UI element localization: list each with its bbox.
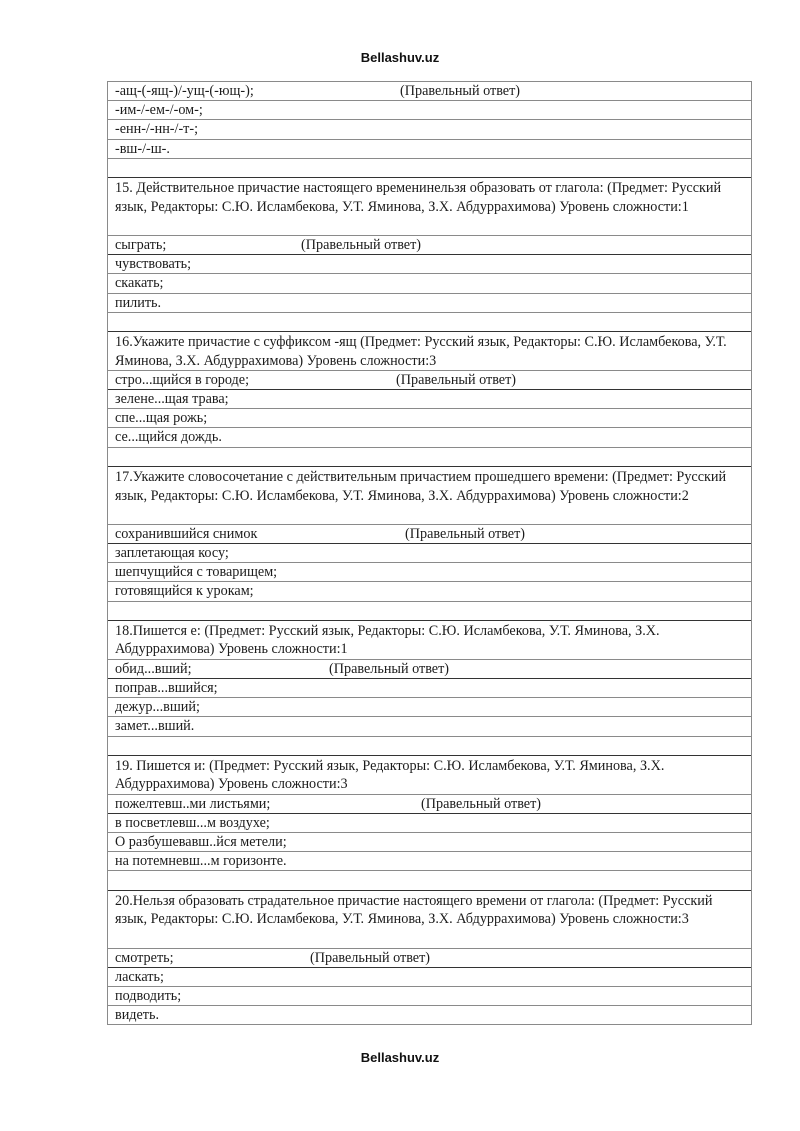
option-text: -ащ-(-ящ-)/-ущ-(-ющ-); (115, 83, 254, 99)
option-text: спе...щая рожь; (115, 410, 208, 427)
spacer-row (108, 159, 751, 178)
option-text: -енн-/-нн-/-т-; (115, 121, 199, 138)
correct-answer-label: (Правельный ответ) (400, 83, 521, 99)
question-text: 19. Пишется и: (Предмет: Русский язык, Редакторы: С.Ю. Исламбекова, У.Т. Яминова, З.Х. Абдуррахимова) Уровень сложности:3 (108, 756, 751, 795)
question-text: 15. Действительное причастие настоящего временинельзя образовать от глагола: (Предмет: Русский язык, Редакторы: С.Ю. Исламбекова, У.Т. Яминова, З.Х. Абдуррахимова) Уровень сложности:1 (108, 178, 751, 236)
option-text: обид...вший; (115, 660, 192, 677)
option-row (108, 82, 751, 101)
option-row (108, 987, 751, 1006)
option-text: на потемневш...м горизонте. (115, 853, 287, 870)
option-row (108, 698, 751, 717)
option-row (108, 852, 751, 871)
option-text: пилить. (115, 294, 162, 311)
option-text: пожелтевш..ми листьями; (115, 795, 271, 812)
option-text: в посветлевш...м воздухе; (115, 814, 270, 831)
option-row (108, 660, 751, 679)
option-text: -им-/-ем-/-ом-; (115, 102, 203, 119)
option-text: подводить; (115, 988, 182, 1004)
option-row (108, 371, 751, 390)
correct-answer-label: (Правельный ответ) (310, 949, 431, 966)
option-row (108, 390, 751, 409)
option-row (108, 795, 751, 814)
option-row (108, 101, 751, 120)
option-text: се...щийся дождь. (115, 429, 222, 446)
option-text: -вш-/-ш-. (115, 140, 170, 157)
spacer-row (108, 871, 751, 890)
option-row (108, 294, 751, 313)
footer-site-name: Bellashuv.uz (360, 1050, 440, 1065)
option-row (108, 120, 751, 139)
option-text: зелене...щая трава; (115, 391, 229, 408)
option-row (108, 525, 751, 544)
option-text: сохранившийся снимок (115, 525, 258, 542)
option-text: О разбушевавш..йся метели; (115, 834, 287, 851)
header-site-name: Bellashuv.uz (360, 50, 440, 65)
option-row (108, 428, 751, 447)
option-row (108, 679, 751, 698)
option-text: скакать; (115, 275, 164, 292)
question-text: 18.Пишется е: (Предмет: Русский язык, Редакторы: С.Ю. Исламбекова, У.Т. Яминова, З.Х. Абдуррахимова) Уровень сложности:1 (108, 621, 751, 660)
option-row (108, 544, 751, 563)
option-text: поправ...вшийся; (115, 679, 218, 696)
option-row (108, 717, 751, 736)
spacer-row (108, 602, 751, 621)
option-row (108, 833, 751, 852)
option-text: сыграть; (115, 236, 167, 253)
option-row (108, 949, 751, 968)
option-text: заплетающая косу; (115, 545, 229, 561)
option-text: стро...щийся в городе; (115, 371, 250, 388)
option-row (108, 563, 751, 582)
option-text: ласкать; (115, 968, 164, 985)
spacer-row (108, 737, 751, 756)
correct-answer-label: (Правельный ответ) (301, 236, 422, 253)
option-text: замет...вший. (115, 718, 195, 735)
correct-answer-label: (Правельный ответ) (421, 795, 542, 812)
option-text: смотреть; (115, 949, 174, 966)
question-text: 16.Укажите причастие с суффиксом -ящ (Предмет: Русский язык, Редакторы: С.Ю. Исламбекова, У.Т. Яминова, З.Х. Абдуррахимова) Уровень сложности:3 (108, 332, 751, 371)
option-text: дежур...вший; (115, 699, 200, 716)
option-row (108, 140, 751, 159)
option-row (108, 255, 751, 274)
option-row (108, 814, 751, 833)
correct-answer-label: (Правельный ответ) (396, 371, 517, 388)
option-row (108, 1006, 751, 1025)
answer-table (107, 81, 752, 1025)
correct-answer-label: (Правельный ответ) (329, 660, 450, 677)
option-row (108, 236, 751, 255)
option-text: чувствовать; (115, 256, 192, 273)
option-text: видеть. (115, 1007, 160, 1024)
option-row (108, 409, 751, 428)
spacer-row (108, 313, 751, 332)
option-row (108, 968, 751, 987)
option-text: готовящийся к урокам; (115, 583, 254, 600)
option-row (108, 582, 751, 601)
question-text: 20.Нельзя образовать страдательное причастие настоящего времени от глагола: (Предмет: Русский язык, Редакторы: С.Ю. Исламбекова, У.Т. Яминова, З.Х. Абдуррахимова) Уровень сложности:3 (108, 891, 751, 949)
correct-answer-label: (Правельный ответ) (405, 525, 526, 542)
option-row (108, 274, 751, 293)
spacer-row (108, 448, 751, 467)
option-text: шепчущийся с товарищем; (115, 564, 278, 581)
question-text: 17.Укажите словосочетание с действительным причастием прошедшего времени: (Предмет: Русский язык, Редакторы: С.Ю. Исламбекова, У.Т. Яминова, З.Х. Абдуррахимова) Уровень сложности:2 (108, 467, 751, 525)
